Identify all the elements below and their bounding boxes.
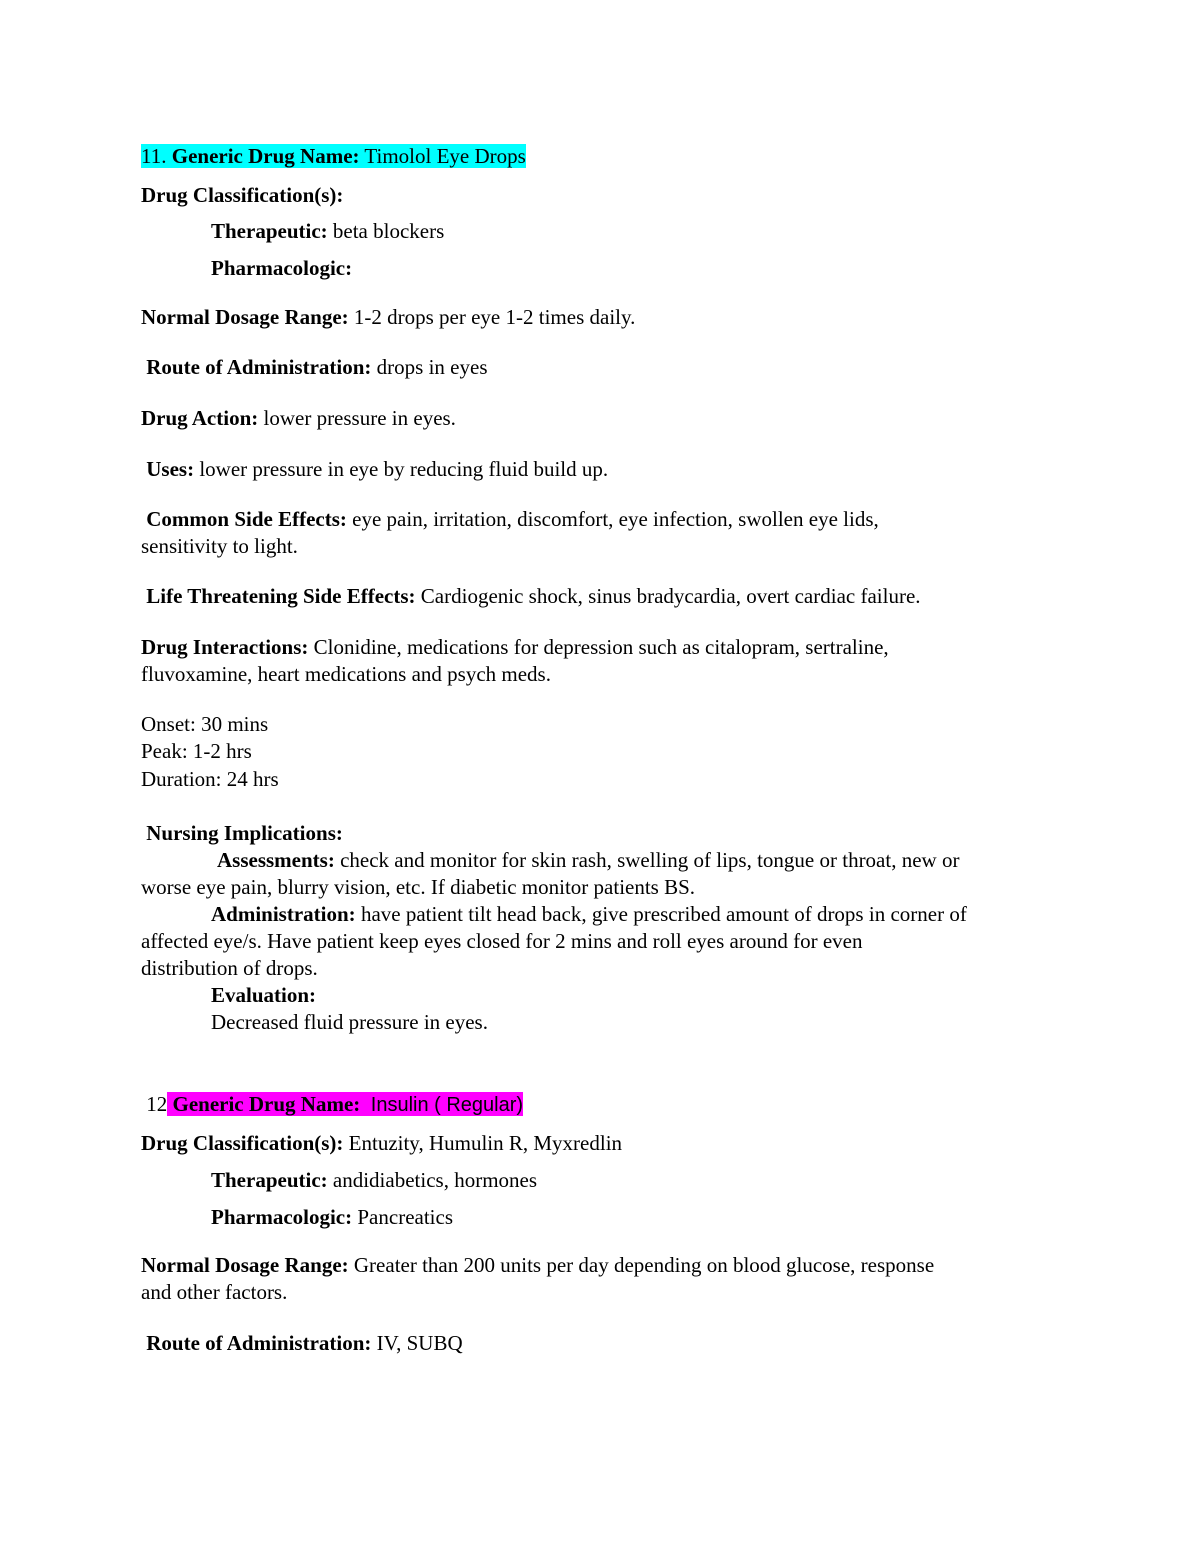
drug11-classification-label: Drug Classification(s): — [141, 183, 344, 207]
drug11-therapeutic — [211, 218, 444, 245]
drug11-peak: Peak: 1-2 hrs — [141, 739, 252, 763]
drug11-assessments-cont: worse eye pain, blurry vision, etc. If diabetic monitor patients BS. — [141, 875, 696, 899]
drug11-dosage — [141, 304, 635, 331]
drug11-classification — [141, 182, 343, 209]
drug11-side-effects-cont: sensitivity to light. — [141, 534, 298, 558]
drug12-dosage-value: Greater than 200 units per day depending on blood glucose, response — [353, 1253, 935, 1277]
drug12-route-value: IV, SUBQ — [376, 1331, 463, 1355]
drug11-interactions — [141, 634, 889, 661]
drug11-administration — [211, 901, 967, 928]
drug12-classification-value: Entuzity, Humulin R, Myxredlin — [348, 1131, 623, 1155]
drug12-generic-label: Generic Drug Name: — [172, 1092, 361, 1116]
drug11-therapeutic-value: beta blockers — [332, 219, 445, 243]
drug12-pharmacologic-value: Pancreatics — [357, 1205, 453, 1229]
drug11-duration: Duration: 24 hrs — [141, 767, 279, 791]
drug11-assess-value: check and monitor for skin rash, swelling of lips, tongue or throat, new or — [340, 848, 960, 872]
drug11-assessments — [217, 847, 959, 874]
drug11-route-label: Route of Administration: — [146, 355, 372, 379]
drug11-nursing-label: Nursing Implications: — [146, 821, 343, 845]
drug11-life-value: Cardiogenic shock, sinus bradycardia, overt cardiac failure. — [420, 584, 921, 608]
drug11-uses-value: lower pressure in eye by reducing fluid build up. — [199, 457, 609, 481]
drug11-eval-label: Evaluation: — [211, 983, 317, 1007]
drug11-evaluation-value: Decreased fluid pressure in eyes. — [211, 1010, 488, 1034]
drug12-route — [141, 1330, 463, 1357]
drug11-action — [141, 405, 456, 432]
drug11-side-label: Common Side Effects: — [146, 507, 347, 531]
drug11-therapeutic-label: Therapeutic: — [211, 219, 328, 243]
drug11-interactions-cont: fluvoxamine, heart medications and psych meds. — [141, 662, 551, 686]
drug11-life-threatening — [141, 583, 921, 610]
drug11-life-label: Life Threatening Side Effects: — [146, 584, 416, 608]
drug11-heading — [141, 143, 526, 170]
drug12-classification — [141, 1130, 622, 1157]
drug11-action-label: Drug Action: — [141, 406, 259, 430]
drug11-pharmacologic-label: Pharmacologic: — [211, 256, 353, 280]
drug11-side-effects — [141, 506, 879, 533]
drug11-route-value: drops in eyes — [376, 355, 488, 379]
drug12-route-label: Route of Administration: — [146, 1331, 372, 1355]
drug11-nursing — [141, 820, 343, 847]
drug12-number: 12 — [146, 1092, 168, 1116]
drug12-pharmacologic — [211, 1204, 453, 1231]
drug12-dosage — [141, 1252, 934, 1279]
drug11-side-value: eye pain, irritation, discomfort, eye infection, swollen eye lids, — [352, 507, 879, 531]
drug12-therapeutic — [211, 1167, 537, 1194]
drug12-classification-label: Drug Classification(s): — [141, 1131, 344, 1155]
drug11-generic-value: Timolol Eye Drops — [364, 144, 526, 168]
drug11-administration-cont-2: distribution of drops. — [141, 956, 318, 980]
drug12-generic-value: Insulin ( Regular) — [370, 1094, 524, 1116]
drug11-route — [141, 354, 488, 381]
drug11-onset: Onset: 30 mins — [141, 712, 269, 736]
drug12-heading — [141, 1091, 523, 1119]
drug12-therapeutic-label: Therapeutic: — [211, 1168, 328, 1192]
drug11-interactions-label: Drug Interactions: — [141, 635, 309, 659]
drug11-admin-label: Administration: — [211, 902, 356, 926]
drug11-uses — [141, 456, 608, 483]
drug11-administration-cont-1: affected eye/s. Have patient keep eyes closed for 2 mins and roll eyes around for even — [141, 929, 863, 953]
drug11-dosage-label: Normal Dosage Range: — [141, 305, 349, 329]
drug11-uses-label: Uses: — [146, 457, 195, 481]
drug11-number: 11. — [141, 144, 167, 168]
drug12-therapeutic-value: andidiabetics, hormones — [332, 1168, 538, 1192]
drug11-generic-label: Generic Drug Name: — [171, 144, 360, 168]
drug11-dosage-value: 1-2 drops per eye 1-2 times daily. — [353, 305, 636, 329]
drug11-pharmacologic — [211, 255, 352, 282]
drug12-pharmacologic-label: Pharmacologic: — [211, 1205, 353, 1229]
drug11-interactions-value: Clonidine, medications for depression such as citalopram, sertraline, — [313, 635, 889, 659]
drug12-dosage-cont: and other factors. — [141, 1280, 288, 1304]
drug11-assess-label: Assessments: — [217, 848, 335, 872]
drug11-admin-value: have patient tilt head back, give prescribed amount of drops in corner of — [360, 902, 967, 926]
drug11-evaluation — [211, 982, 316, 1009]
drug11-action-value: lower pressure in eyes. — [263, 406, 456, 430]
drug12-dosage-label: Normal Dosage Range: — [141, 1253, 349, 1277]
